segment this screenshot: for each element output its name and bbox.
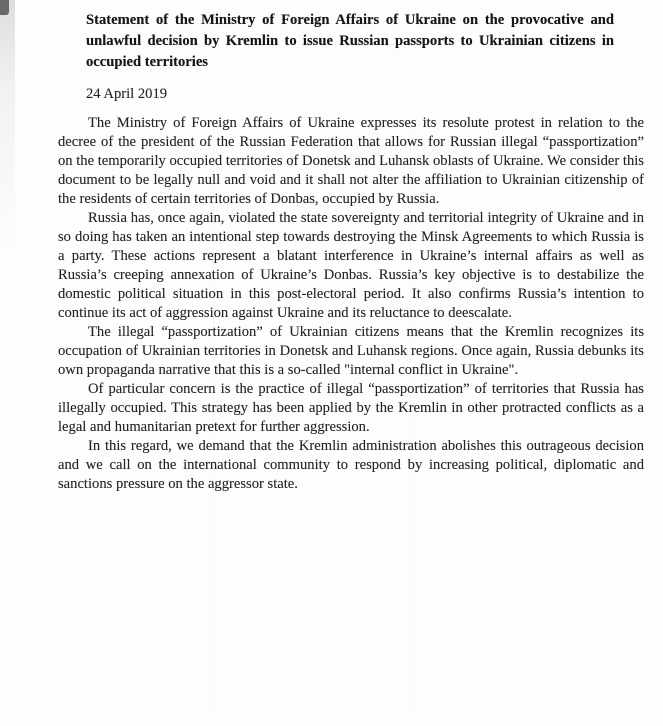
statement-paragraph-5: In this regard, we demand that the Kremlin administration abolishes this outrageous decision and we call on the international community to respond by increasing political, diplomatic and sanctions pressure on the aggressor state.: [58, 438, 644, 492]
statement-paragraph-3: The illegal “passportization” of Ukrainian citizens means that the Kremlin recognizes its occupation of Ukrainian territories in Donetsk and Luhansk regions. Once again, Russia debunks its own propaganda narrative that this is a so-called "internal conflict in Ukraine".: [58, 324, 644, 378]
scan-corner-smudge: [0, 0, 9, 15]
statement-title: Statement of the Ministry of Foreign Affairs of Ukraine on the provocative and unlawful decision by Kremlin to issue Russian passports to Ukrainian citizens in occupied territories: [86, 12, 614, 70]
statement-date: 24 April 2019: [86, 86, 168, 102]
statement-paragraph-2: Russia has, once again, violated the state sovereignty and territorial integrity of Ukraine and in so doing has taken an intentional step towards destroying the Minsk Agreements to which Russia is a party. These actions represent a blatant interference in Ukraine’s internal affairs as well as Russia’s creeping annexation of Ukraine’s Donbas. Russia’s key objective is to destabilize the domestic political situation in this post-electoral period. It also confirms Russia’s intention to continue its act of aggression against Ukraine and its reluctance to deescalate.: [58, 210, 644, 321]
statement-paragraph-1: The Ministry of Foreign Affairs of Ukraine expresses its resolute protest in relation to the decree of the president of the Russian Federation that allows for Russian illegal “passportization” on the temporarily occupied territories of Donetsk and Luhansk oblasts of Ukraine. We consider this document to be legally null and void and it shall not alter the affiliation to Ukrainian citizenship of the residents of certain territories of Donbas, occupied by Russia.: [58, 115, 644, 207]
statement-body: [58, 114, 644, 494]
statement-paragraph-4: Of particular concern is the practice of illegal “passportization” of territories that Russia has illegally occupied. This strategy has been applied by the Kremlin in other protracted conflicts as a legal and humanitarian pretext for further aggression.: [58, 381, 644, 435]
scan-edge-shadow: [0, 0, 15, 250]
